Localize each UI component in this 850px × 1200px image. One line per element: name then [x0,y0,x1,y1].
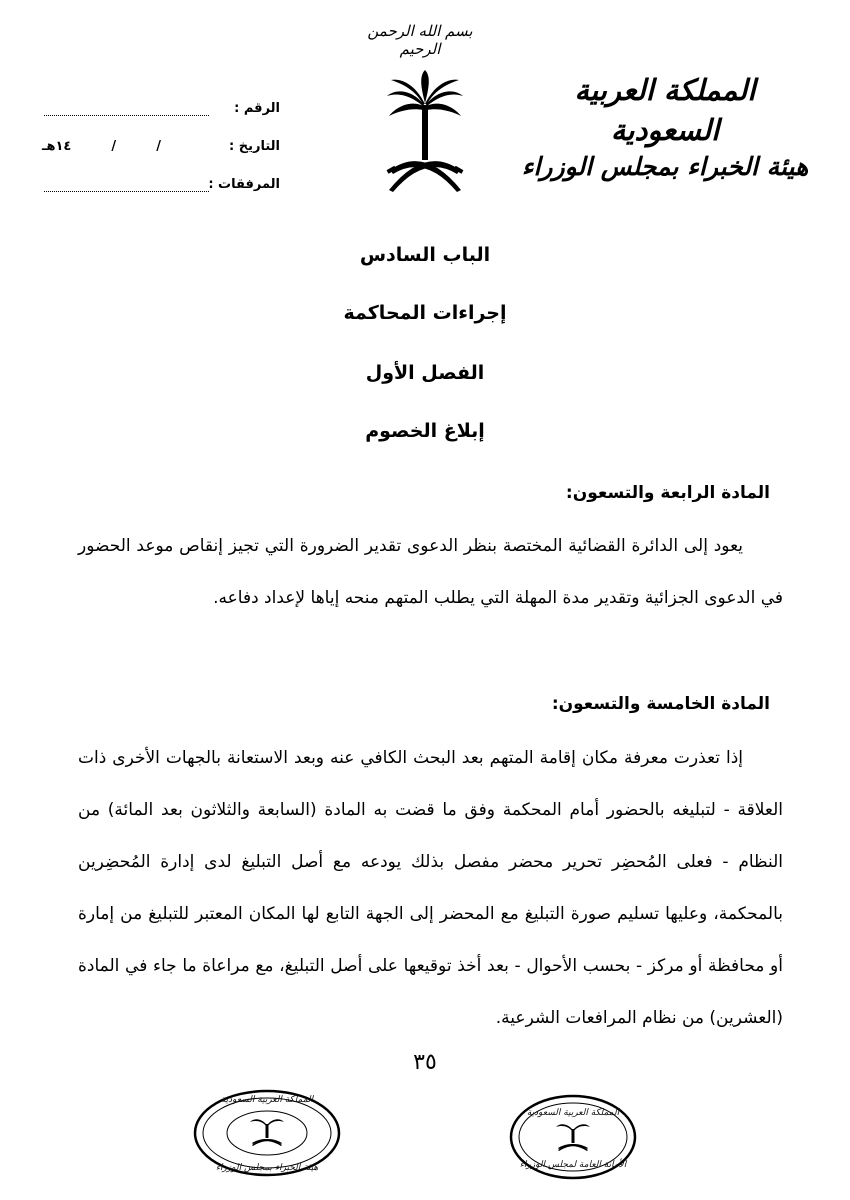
section-title: إبلاغ الخصوم [365,420,485,442]
seal-outer-text: المملكة العربية السعودية [220,1095,314,1105]
article-95-title: المادة الخامسة والتسعون: [551,694,770,714]
basmala: بسم الله الرحمن الرحيم [367,22,473,58]
seal-outer-text: المملكة العربية السعودية [526,1108,620,1118]
date-label: التاريخ : [229,139,280,154]
seal-inner-text: الأمانة العامة لمجلس الوزراء [519,1160,627,1170]
date-field [40,116,280,154]
seal-inner-text: هيئة الخبراء بمجلس الوزراء [215,1163,319,1173]
right-official-seal [508,1093,638,1181]
page-number: ٣٥ [413,1050,437,1075]
chapter-heading: الباب السادس [359,244,491,266]
council-name: هيئة الخبراء بمجلس الوزراء [521,152,809,181]
attachments-label: المرفقات : [208,177,280,192]
attachments-field [40,154,280,192]
article-94-text [78,520,783,624]
section-heading: الفصل الأول [365,362,485,384]
date-suffix: ١٤هـ [42,139,72,154]
date-slash: / [111,139,117,154]
document-meta-fields [40,78,280,192]
article-94-paragraph: يعود إلى الدائرة القضائية المختصة بنظر الدعوى تقدير الضرورة التي تجيز إنقاص موعد الحضور في الدعوى الجزائية وتقدير مدة المهلة التي يطلب المتهم منحه إياها لإعداد دفاعه. [78,536,783,608]
article-95-text [78,732,783,1044]
kingdom-name: المملكة العربية السعودية [574,73,756,147]
number-label: الرقم : [234,101,280,116]
article-94-title: المادة الرابعة والتسعون: [565,483,770,503]
number-field [40,78,280,116]
letterhead [520,70,810,184]
saudi-emblem-icon [385,70,465,195]
date-value [40,139,209,154]
number-line [44,101,209,116]
article-95-paragraph: إذا تعذرت معرفة مكان إقامة المتهم بعد البحث الكافي عنه وبعد الاستعانة بالجهات الأخرى ذات العلاقة - لتبليغه بالحضور أمام المحكمة وفق ما قضت به المادة (السابعة والثلاثون بعد المائة) من النظام - فعلى المُحضِر تحرير محضر مفصل بذلك يودعه مع أصل التبليغ لدى إدارة المُحضِرين بالمحكمة، وعليها تسليم صورة التبليغ مع المحضر إلى الجهة التابع لها المكان المعتبر للتبليغ من إمارة أو محافظة أو مركز - بحسب الأحوال - بعد أخذ توقيعها على أصل التبليغ، مع مراعاة ما جاء في المادة (العشرين) من نظام المرافعات الشرعية. [78,748,783,1028]
date-slash: / [156,139,161,154]
attachments-line [44,177,209,192]
left-official-seal [192,1088,342,1178]
chapter-title: إجراءات المحاكمة [343,302,507,324]
